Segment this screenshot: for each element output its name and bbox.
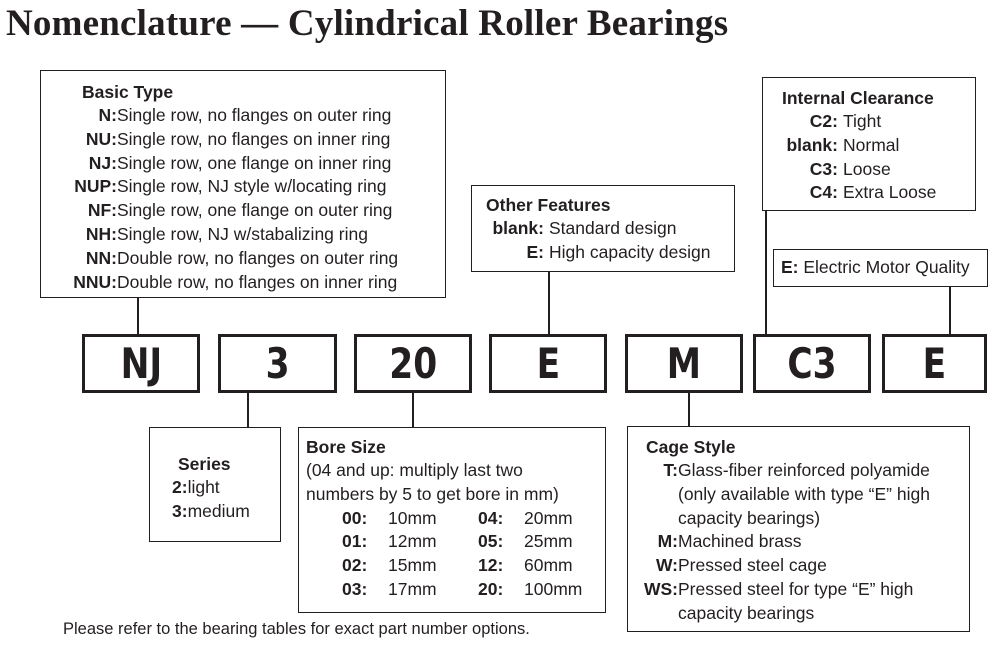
series-code: 2: — [172, 477, 188, 497]
connector-clearance — [765, 210, 767, 335]
bore-size-code: 01: — [342, 531, 368, 552]
internal-clearance-box — [762, 77, 976, 211]
series-heading: Series — [178, 454, 231, 474]
bore-size-note: numbers by 5 to get bore in mm) — [306, 483, 559, 504]
cage-style-code: M: — [657, 531, 678, 552]
bore-size-value: 12mm — [388, 531, 437, 552]
clearance-code: C3: — [809, 158, 838, 179]
basic-type-item — [41, 104, 445, 128]
cage-style-code: T: — [663, 460, 678, 480]
clearance-desc: Tight — [843, 111, 882, 131]
connector-electric — [949, 286, 951, 335]
electric-motor-code: E: — [781, 257, 799, 277]
clearance-code: blank: — [786, 134, 838, 155]
clearance-desc: Extra Loose — [843, 182, 937, 203]
basic-type-desc: Single row, one flange on outer ring — [117, 200, 393, 221]
series-box — [149, 427, 281, 542]
clearance-code: C2: — [809, 111, 838, 131]
basic-type-box — [40, 70, 446, 298]
bore-size-code: 00: — [342, 507, 368, 528]
bore-size-value: 10mm — [388, 507, 437, 528]
bore-size-row — [306, 554, 605, 578]
basic-type-item — [41, 128, 445, 152]
cage-style-item — [628, 578, 969, 626]
basic-type-code: NF: — [87, 200, 117, 221]
other-features-item — [472, 241, 734, 265]
clearance-desc: Normal — [843, 134, 900, 155]
code-series: 3 — [218, 334, 337, 393]
clearance-item — [763, 158, 975, 182]
bore-size-code: 20: — [478, 578, 504, 599]
basic-type-code: NN: — [85, 247, 117, 268]
series-item — [150, 500, 280, 524]
bore-size-code: 02: — [342, 555, 368, 576]
basic-type-desc: Double row, no flanges on outer ring — [117, 247, 399, 268]
basic-type-code: N: — [98, 105, 117, 125]
bore-size-note: (04 and up: multiply last two — [306, 460, 523, 480]
bore-size-code: 04: — [478, 507, 504, 528]
bore-size-value: 15mm — [388, 555, 437, 576]
cage-style-item — [628, 554, 969, 578]
basic-type-item — [41, 152, 445, 176]
cage-style-desc — [678, 530, 802, 554]
basic-type-item — [41, 175, 445, 199]
bore-size-row — [306, 578, 605, 602]
basic-type-desc: Single row, NJ style w/locating ring — [117, 176, 387, 197]
connector-basic-type — [137, 297, 139, 335]
other-features-box — [471, 185, 735, 272]
bore-size-box — [298, 427, 606, 613]
bore-size-code: 03: — [342, 578, 368, 599]
cage-style-code: WS: — [643, 578, 678, 599]
series-desc: medium — [187, 500, 250, 521]
clearance-item — [763, 181, 975, 205]
bore-size-value: 17mm — [388, 578, 437, 599]
basic-type-code: NNU: — [73, 271, 117, 292]
clearance-item — [763, 110, 975, 134]
clearance-code: C4: — [809, 182, 838, 203]
basic-type-code: NUP: — [74, 176, 117, 197]
code-bore-size: 20 — [354, 334, 472, 393]
basic-type-code: NU: — [85, 128, 117, 149]
clearance-item — [763, 134, 975, 158]
cage-style-line: capacity bearings) — [678, 507, 821, 528]
bore-size-code: 12: — [478, 555, 504, 576]
cage-style-line: Machined brass — [678, 531, 802, 552]
connector-bore — [412, 392, 414, 428]
code-internal-clearance: C3 — [753, 334, 871, 393]
bore-size-value: 20mm — [524, 507, 573, 528]
connector-cage — [688, 392, 690, 427]
cage-style-desc — [678, 554, 827, 578]
series-code: 3: — [172, 500, 188, 521]
cage-style-line: Pressed steel for type “E” high — [678, 578, 914, 599]
cage-style-code: W: — [655, 555, 678, 576]
basic-type-desc: Single row, one flange on inner ring — [117, 152, 392, 173]
code-basic-type: NJ — [82, 334, 200, 393]
footnote: Please refer to the bearing tables for exact part number options. — [63, 620, 530, 638]
code-electric-motor: E — [882, 334, 987, 393]
bore-size-value: 60mm — [524, 555, 573, 576]
other-features-desc: High capacity design — [549, 241, 711, 262]
clearance-desc: Loose — [843, 158, 891, 179]
cage-style-line: Pressed steel cage — [678, 555, 827, 576]
basic-type-item — [41, 199, 445, 223]
cage-style-desc — [678, 578, 913, 626]
cage-style-item — [628, 530, 969, 554]
other-features-code: E: — [526, 241, 544, 262]
bore-size-row — [306, 530, 605, 554]
other-features-heading: Other Features — [486, 195, 611, 215]
other-features-desc: Standard design — [549, 218, 677, 238]
cage-style-item — [628, 459, 969, 530]
bore-size-row — [306, 507, 605, 531]
bore-size-code: 05: — [478, 531, 504, 552]
cage-style-box — [627, 426, 970, 632]
cage-style-desc — [678, 459, 930, 530]
page-title: Nomenclature — Cylindrical Roller Bearings — [6, 3, 729, 44]
series-item — [150, 476, 280, 500]
basic-type-desc: Single row, no flanges on outer ring — [117, 105, 392, 125]
cage-style-heading: Cage Style — [646, 437, 736, 457]
cage-style-line: (only available with type “E” high — [678, 483, 930, 504]
basic-type-code: NJ: — [88, 152, 117, 173]
series-desc: light — [187, 477, 220, 497]
bore-size-value: 100mm — [524, 578, 583, 599]
basic-type-desc: Double row, no flanges on inner ring — [117, 271, 398, 292]
code-other-features: E — [489, 334, 607, 393]
bore-size-heading: Bore Size — [306, 437, 386, 457]
cage-style-line: Glass-fiber reinforced polyamide — [678, 460, 930, 480]
connector-other-features — [548, 271, 550, 335]
electric-motor-desc: Electric Motor Quality — [803, 257, 970, 277]
connector-series — [247, 392, 249, 428]
electric-motor-box — [773, 249, 988, 287]
basic-type-heading: Basic Type — [82, 82, 174, 102]
cage-style-line: capacity bearings — [678, 602, 815, 623]
basic-type-desc: Single row, NJ w/stabalizing ring — [117, 223, 368, 244]
other-features-item — [472, 217, 734, 241]
basic-type-item — [41, 271, 445, 295]
internal-clearance-heading: Internal Clearance — [782, 88, 934, 108]
other-features-code: blank: — [492, 218, 544, 238]
basic-type-item — [41, 247, 445, 271]
basic-type-code: NH: — [85, 223, 117, 244]
basic-type-item — [41, 223, 445, 247]
basic-type-desc: Single row, no flanges on inner ring — [117, 128, 391, 149]
bore-size-value: 25mm — [524, 531, 573, 552]
code-cage-style: M — [625, 334, 743, 393]
